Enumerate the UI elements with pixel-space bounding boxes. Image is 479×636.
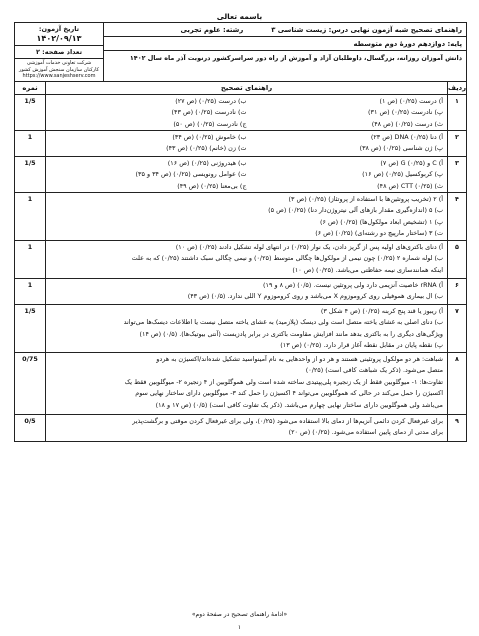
course-name: زیست شناسی ۳	[271, 25, 327, 34]
exam-date-label: تاریخ آزمون:	[38, 25, 80, 33]
answer-item: ت) زن (خانم) (۰/۲۵) (ص ۴۳)	[166, 144, 247, 152]
question-answer	[46, 415, 447, 441]
question-row	[15, 353, 466, 415]
answer-item: آ) دنا DNA (۰/۲۵) (ص ۲۳)	[370, 132, 443, 141]
answer-item: پ) نادرست (۰/۲۵) (ص ۳۱)	[368, 108, 443, 116]
answer-line: می‌باشد ولی هموگلوبین دارای ساختار نهایی چهارم می‌باشد. (ذکر یک تفاوت کافی است) (۰/۵) (ص ۱۷ و ۱۸)	[155, 400, 443, 409]
question-answer	[46, 131, 447, 156]
answer-line: اکسیژن را حمل می‌کند در حالی که هموگلوبین می‌تواند ۴ اکسیژن را حمل کند ۳- میوگلوبین دارای ساختار نهایی سوم	[135, 389, 443, 397]
question-score: 1/5	[15, 95, 46, 130]
field-name: علوم تجربی	[180, 25, 221, 34]
audience-text: دانش آموزان روزانه، بزرگسال، داوطلبان آزاد و آموزش از راه دور	[255, 54, 462, 62]
question-row	[15, 95, 466, 131]
answer-line: ب) لوله شماره ۲ (۰/۲۵) چون نیمی از مولکول‌ها چگالی متوسط (۰/۲۵) و نیمی چگالی سبک داشتند (۰/۲۵) که به علت	[131, 254, 443, 262]
question-row	[15, 241, 466, 279]
answer-item: پ) کربوکسیل (۰/۲۵) (ص ۱۶)	[362, 170, 443, 178]
question-row	[15, 415, 466, 441]
answer-item: ت) عوامل رونویسی (۰/۲۵) (ص ۳۴ و ۳۵)	[135, 170, 247, 178]
answer-line: ب) ال بیماری هموفیلی روی کروموزوم X می‌باشد و روی کروموزوم Y اللی ندارد. (۰/۵) (ص ۴۳)	[187, 292, 443, 300]
answer-item: پ) ژن شناسی (۰/۲۵) (ص ۳۸)	[359, 144, 443, 152]
answer-item: آ) C و G (۰/۲۵) (ص ۷)	[380, 158, 443, 167]
sheet-header	[15, 23, 466, 82]
column-header-body: راهنمای تصحیح	[220, 83, 273, 92]
answer-line: ب) دنای اصلی به غشای یاخته متصل است ولی دیسک (پلازمید) به غشای یاخته متصل نیست یا اطلاعات دیسک‌ها می‌تواند	[123, 318, 443, 326]
column-header-num: ردیف	[447, 83, 467, 92]
header-main	[103, 23, 466, 81]
answer-line: متصل می‌شود. (ذکر یک شباهت کافی است) (۰/۲۵)	[305, 366, 443, 374]
answer-line: پ) ۱ (تشخیص ابعاد مولکول‌ها) (۰/۲۵) (ص ۶)	[319, 217, 443, 226]
page-number: ۱	[237, 624, 242, 631]
question-number: ۶	[447, 279, 466, 304]
company-website: https://www.sanjeshserv.com	[22, 73, 96, 79]
question-row	[15, 157, 466, 193]
national-text: سراسرکشور	[212, 54, 254, 62]
answer-line: آ) rRNA خاصیت آنزیمی دارد ولی پروتئین نیست. (۰/۵) (ص ۸ و ۱۹)	[263, 280, 443, 289]
question-answer	[46, 305, 447, 352]
question-number: ۳	[447, 157, 466, 192]
column-headers	[15, 82, 466, 95]
answer-item: ب) درست (۰/۲۵) (ص ۲۷)	[175, 96, 247, 105]
question-number: ۱	[447, 95, 466, 130]
base-label: پایه: دوازدهم دورۀ دوم متوسطه	[353, 39, 462, 48]
question-answer	[46, 279, 447, 304]
question-answer	[46, 95, 447, 130]
answer-item: ج) نادرست (۰/۲۵) (ص ۵۰)	[173, 119, 247, 128]
question-score: 1/5	[15, 305, 46, 352]
answer-item: ج) بی‌معنا (۰/۲۵) (ص ۴۹)	[177, 181, 247, 190]
question-number: ۷	[447, 305, 466, 352]
answer-line: آ) ریبوز یا قند پنج کربنه (۰/۲۵) (ص ۴ شکل ۳)	[320, 306, 443, 315]
company-name-1: شرکت تعاونی خدمات آموزشی	[26, 60, 92, 66]
answer-line: آ) دنای باکتری‌های اولیه پس از گریز دادن، یک نوار (۰/۲۵) در انتهای لوله تشکیل دادند (۰/۲۵) (ص ۱۰)	[175, 242, 443, 251]
header-row-base	[104, 37, 466, 51]
question-score: 1/5	[15, 157, 46, 192]
field-label: رشته:	[223, 25, 244, 34]
question-score: 1	[15, 241, 46, 278]
answer-line: برای مدتی از دمای پایین استفاده می‌شود. (۰/۲۵) (ص ۲۰)	[288, 428, 443, 436]
question-score: 1	[15, 193, 46, 240]
question-row	[15, 131, 466, 157]
question-number: ۵	[447, 241, 466, 278]
answer-item: ث) درست (۰/۲۵) (ص ۴۸)	[371, 119, 443, 128]
question-row	[15, 305, 466, 353]
question-score: 0/75	[15, 353, 46, 414]
answer-item: آ) درست (۰/۲۵) (ص ۱)	[379, 96, 443, 105]
exam-date-box	[15, 23, 103, 46]
question-answer	[46, 157, 447, 192]
answer-line: شباهت: هر دو مولکول پروتئینی هستند و هر دو از واحدهایی به نام آمینواسید تشکیل شده‌اند/اکسیژن به هردو	[156, 354, 443, 363]
top-invocation: باسمه تعالی	[216, 12, 263, 21]
company-name-2: کارکنان سازمان سنجش آموزش کشور	[18, 66, 100, 73]
answer-item: ب) هیدروژنی (۰/۲۵) (ص ۱۶)	[167, 158, 247, 167]
answer-item: ت) نادرست (۰/۲۵) (ص ۴۳)	[171, 108, 247, 116]
answer-line: ویژگی‌های دیگری را به باکتری بدهد مانند افزایش مقاومت باکتری در برابر پادزیست (آنتی بیوتیک‌ها). (۰/۵) (ص ۱۴)	[139, 329, 443, 338]
answer-line: تفاوت‌ها: ۱- میوگلوبین فقط از یک زنجیره پلی‌پپتیدی ساخته شده است ولی هموگلوبین از ۴ زنجیره ۲- میوگلوبین فقط یک	[124, 377, 443, 386]
question-number: ۲	[447, 131, 466, 156]
answer-sheet	[14, 22, 467, 442]
header-side	[15, 23, 103, 81]
session-text: درنوبت آذر ماه سال ۱۴۰۲	[129, 54, 211, 62]
question-score: 0/5	[15, 415, 46, 441]
answer-line: آ) ۲ (تخریب پروتئین‌ها با استفاده از پروتئاز) (۰/۲۵) (ص ۳)	[288, 194, 443, 203]
guide-label: راهنمای تصحیح شبه آزمون نهایی درس:	[328, 25, 462, 34]
question-answer	[46, 193, 447, 240]
question-score: 1	[15, 131, 46, 156]
page-count: تعداد صفحه: ۲	[15, 46, 103, 59]
answer-item: ث) CTT (۰/۲۵) (ص ۴۸)	[377, 181, 443, 190]
answer-line: اینکه همانندسازی نیمه حفاظتی می‌باشد. (۰/۲۵) (ص ۱۰)	[292, 265, 443, 274]
question-row	[15, 279, 466, 305]
column-header-score: نمره	[15, 82, 46, 94]
company-info	[15, 59, 103, 81]
exam-date-value: ۱۴۰۲/۰۹/۱۳	[36, 34, 82, 43]
question-answer	[46, 241, 447, 278]
question-score: 1	[15, 279, 46, 304]
continued-note: «ادامۀ راهنمای تصحیح در صفحۀ دوم»	[191, 611, 288, 618]
header-row-course	[104, 23, 466, 37]
header-row-audience	[104, 51, 466, 65]
question-answer	[46, 353, 447, 414]
answer-line: ت) ۳ (ساختار مارپیچ دو رشته‌ای) (۰/۲۵) (ص ۶)	[315, 229, 443, 237]
question-row	[15, 193, 466, 241]
answer-line: ب) ۵ (اندازه‌گیری مقدار بازهای آلی نیتروژن‌دار دنا) (۰/۲۵) (ص ۵)	[268, 206, 443, 214]
questions-list	[15, 95, 466, 441]
answer-line: پ) نقطه پایان در مقابل نقطه آغاز قرار دارد. (۰/۲۵) (ص ۱۳)	[280, 341, 443, 349]
question-number: ۸	[447, 353, 466, 414]
answer-item: ب) خاموش (۰/۲۵) (ص ۳۴)	[172, 132, 247, 141]
question-number: ۹	[447, 415, 466, 441]
question-number: ۴	[447, 193, 466, 240]
answer-line: برای غیرفعال کردن دائمی آنزیم‌ها از دمای بالا استفاده می‌شود (۰/۲۵)، ولی برای غیرفعال کردن موقتی و برگشت‌پذیر	[132, 416, 443, 425]
